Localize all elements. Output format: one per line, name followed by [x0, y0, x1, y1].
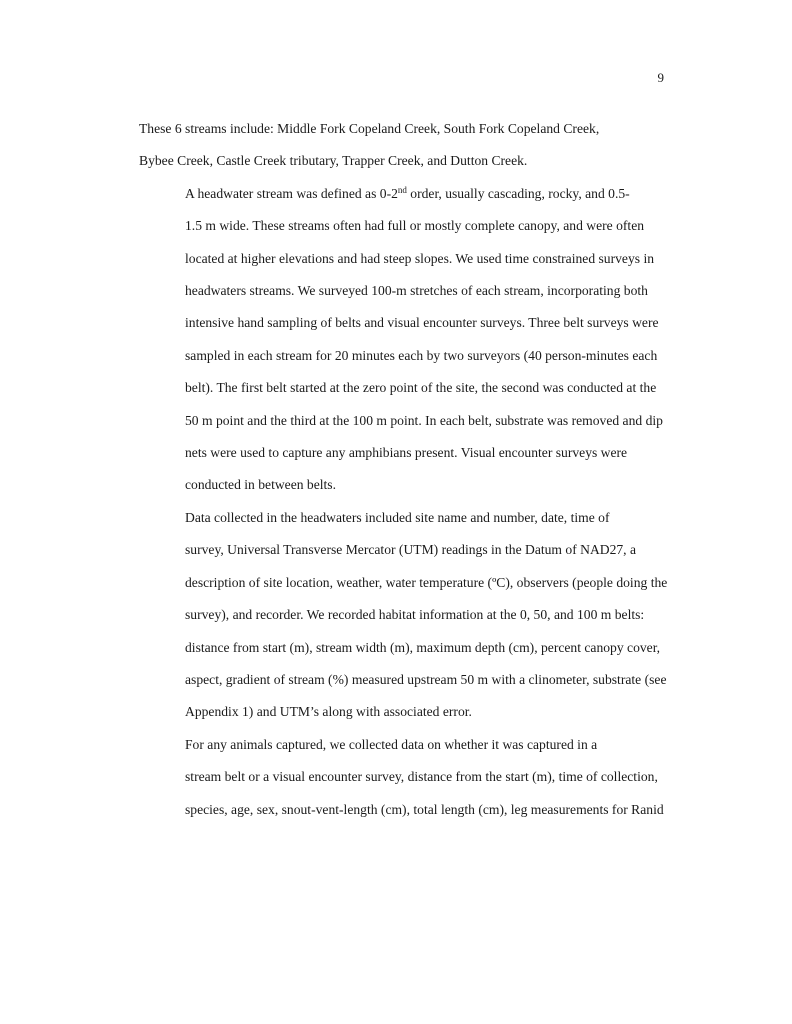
text-line: For any animals captured, we collected data on whether it was captured in a — [185, 736, 598, 752]
text-line: located at higher elevations and had steep slopes. We used time constrained surveys in — [185, 250, 655, 266]
text-fragment: order, usually cascading, rocky, and 0.5- — [406, 185, 630, 201]
text-line: 50 m point and the third at the 100 m point. In each belt, substrate was removed and dip — [185, 412, 663, 428]
text-line: stream belt or a visual encounter survey, distance from the start (m), time of collection, — [185, 769, 658, 785]
text-line: 1.5 m wide. These streams often had full or mostly complete canopy, and were often — [185, 218, 645, 234]
text-line: aspect, gradient of stream (%) measured upstream 50 m with a clinometer, substrate (see — [185, 671, 667, 687]
superscript-ordinal: nd — [397, 184, 407, 195]
text-line: belt). The first belt started at the zero point of the site, the second was conducted at the — [185, 380, 657, 396]
text-line: headwaters streams. We surveyed 100-m stretches of each stream, incorporating both — [185, 283, 648, 299]
paragraph-stream-list — [139, 113, 664, 178]
text-fragment: A headwater stream was defined as 0-2 — [185, 185, 398, 201]
text-line: species, age, sex, snout-vent-length (cm), total length (cm), leg measurements for Ranid — [185, 801, 664, 817]
text-line: Data collected in the headwaters included site name and number, date, time of — [185, 509, 610, 525]
text-line: sampled in each stream for 20 minutes each by two surveyors (40 person-minutes each — [185, 347, 658, 363]
text-line: Bybee Creek, Castle Creek tributary, Trapper Creek, and Dutton Creek. — [139, 153, 528, 169]
text-line: survey, Universal Transverse Mercator (UTM) readings in the Datum of NAD27, a — [185, 542, 637, 558]
text-line: description of site location, weather, water temperature (ºC), observers (people doing the — [185, 574, 668, 590]
text-line: intensive hand sampling of belts and visual encounter surveys. Three belt surveys were — [185, 315, 659, 331]
text-line: These 6 streams include: Middle Fork Copeland Creek, South Fork Copeland Creek, — [139, 121, 600, 136]
text-line-with-superscript — [139, 178, 664, 210]
body-text — [139, 113, 668, 826]
text-line: nets were used to capture any amphibians present. Visual encounter surveys were — [185, 445, 628, 461]
text-line: survey), and recorder. We recorded habitat information at the 0, 50, and 100 m belts: — [185, 607, 645, 623]
text-line: Appendix 1) and UTM’s along with associated error. — [185, 704, 472, 720]
paragraph-animals-captured — [139, 729, 664, 826]
paragraph-headwater-definition — [139, 178, 664, 502]
text-line: conducted in between belts. — [185, 477, 336, 493]
paragraph-data-collected — [139, 502, 668, 729]
text-line: distance from start (m), stream width (m), maximum depth (cm), percent canopy cover, — [185, 639, 661, 655]
page-number: 9 — [657, 70, 664, 85]
